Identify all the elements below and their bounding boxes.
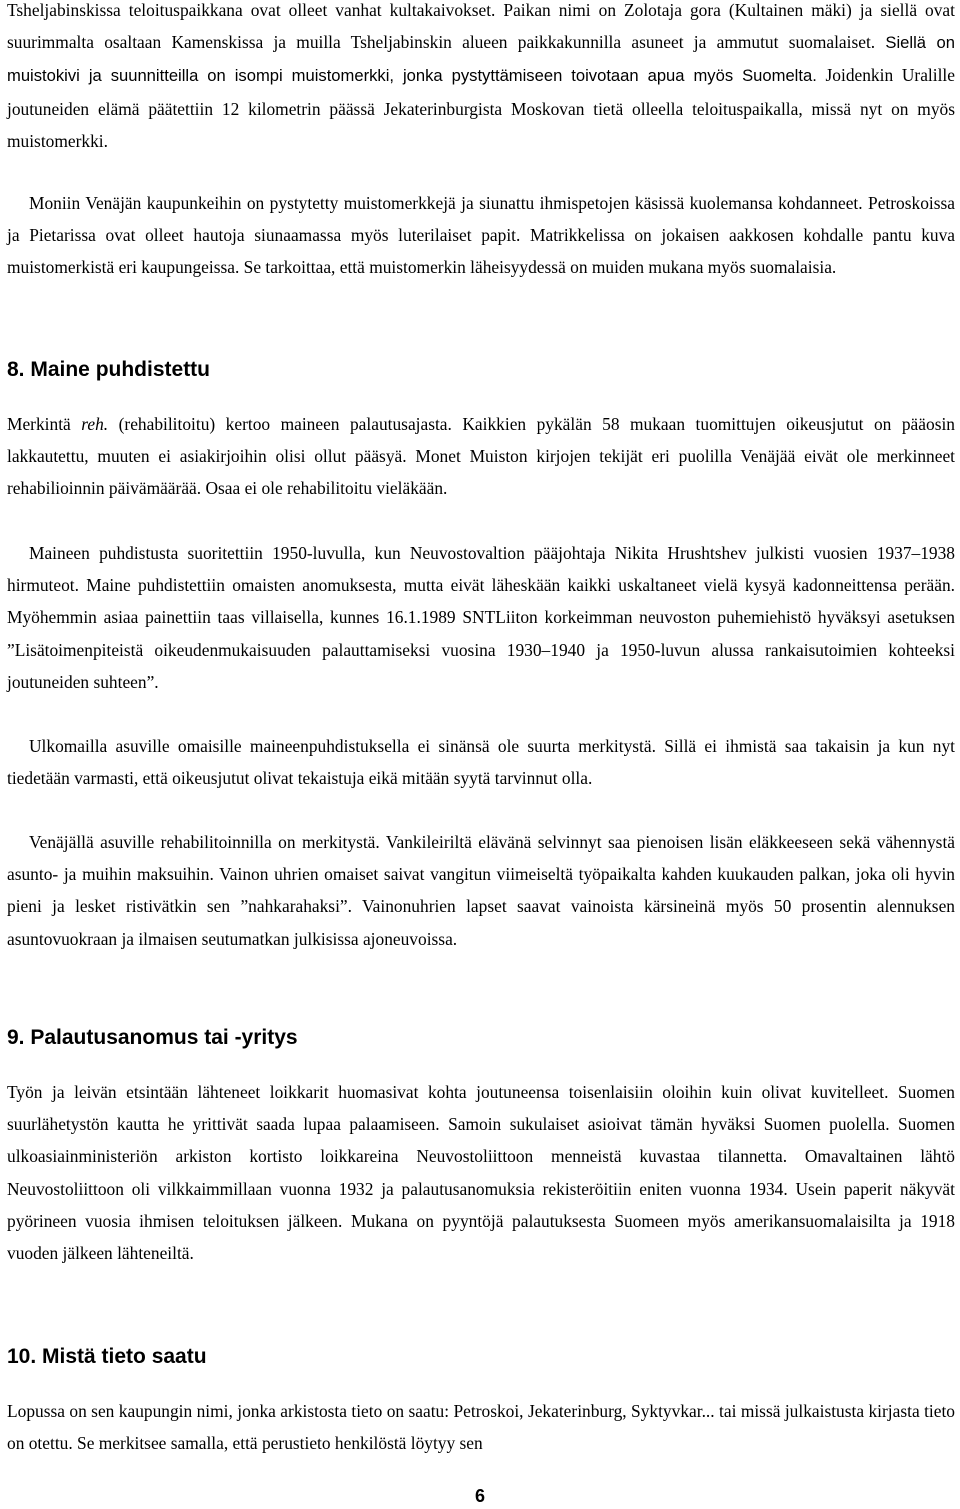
- section-8-p1-text-rest: (rehabilitoitu) kertoo maineen palautusajasta. Kaikkien pykälän 58 mukaan tuomittujen oikeusjutut on pääosin lakkautettu, muuten ei asiakirjoihin olisi ollut pääsyä. Monet Muiston kirjojen tekijät eri puolilla Venäjää eivät ole merkinneet rehabilioinnin päivämäärää. Osaa ei ole rehabilitoitu vieläkään.: [7, 414, 955, 499]
- section-8-paragraph-4: Venäjällä asuville rehabilitoinnilla on merkitystä. Vankileiriltä elävänä selvinnyt saa pienoisen lisän eläkkeeseen sekä vähennystä asunto- ja muihin maksuihin. Vainon uhrien omaiset saivat vangitun viimeiseltä työpaikalta kahden kuukauden palkan, joka oli hyvin pieni ja lesket ristivätkin sen ”nahkarahaksi”. Vainonuhrien lapset saavat vainoista kärsineinä myös 50 prosentin alennuksen asuntovuokraan ja ilmaisen seutumatkan julkisissa ajoneuvoissa.: [7, 832, 955, 949]
- section-8-p1-text: Merkintä: [7, 414, 82, 434]
- section-9-paragraph-1: Työn ja leivän etsintään lähteneet loikkarit huomasivat kohta joutuneensa toisenlaisiin oloihin kuin olivat kuvitelleet. Suomen suurlähetystön kautta he yrittivät saada lupaa palaamiseen. Samoin sukulaiset asioivat tämän hyväksi Suomen puolella. Suomen ulkoasiainministeriön arkiston kortisto loikkareina Neuvostoliittoon menneistä kuvastaa tilannetta. Omavaltainen lähtö Neuvostoliittoon oli vilkkaimmillaan vuonna 1932 ja palautusanomuksia rekisteröitiin eniten vuonna 1934. Usein paperit näkyvät pyörineen vuosia ihmisen teloituksen jälkeen. Mukana on pyyntöjä palautuksesta Suomeen myös amerikansuomalaisilta ja 1918 vuoden jälkeen lähteneiltä.: [7, 1082, 955, 1264]
- continuation-serif-text: Tsheljabinskissa teloituspaikkana ovat olleet vanhat kultakaivokset. Paikan nimi on Zolotaja gora (Kultainen mäki) ja siellä ovat suurimmalta osaltaan Kamenskissa ja muilla Tsheljabinskin alueen paikkakunnilla asuneet ja ammutut suomalaiset.: [7, 0, 955, 53]
- section-8-p1-italic: reh.: [81, 414, 109, 434]
- section-8-paragraph-1: [7, 408, 955, 505]
- section-10-heading: 10. Mistä tieto saatu: [7, 1345, 207, 1368]
- continuation-rest-text: Joidenkin Uralille joutuneiden elämä päätettiin 12 kilometrin päässä Jekaterinburgista Moskovan tietä olleella teloituspaikalla, missä nyt on myös muistomerkki.: [7, 65, 955, 151]
- section-8-paragraph-2: Maineen puhdistusta suoritettiin 1950-luvulla, kun Neuvostovaltion pääjohtaja Nikita Hrushtshev julkisti vuosien 1937–1938 hirmuteot. Maine puhdistettiin omaisten anomuksesta, mutta eivät läheskään kaikki uskaltaneet vielä kysyä kadonneittensa perään. Myöhemmin asiaa painettiin taas villaisella, kunnes 16.1.1989 SNTLiiton korkeimman neuvoston puhemiehistö hyväksyi asetuksen ”Lisätoimenpiteistä oikeudenmukaisuuden palauttamiseksi vuosina 1930–1940 ja 1950-luvun alussa rankaisutoimien kohteeksi joutuneiden suhteen”.: [7, 543, 955, 692]
- page-number: 6: [474, 1486, 485, 1506]
- section-8-heading: 8. Maine puhdistettu: [7, 358, 211, 381]
- continuation-sans-text: Siellä on muistokivi ja suunnitteilla on isompi muistomerkki, jonka pystyttämiseen toivotaan apua myös Suomelta.: [7, 33, 955, 86]
- paragraph-memorials: Moniin Venäjän kaupunkeihin on pystytetty muistomerkkejä ja siunattu ihmispetojen käsissä kuolemansa kohdanneet. Petroskoissa ja Pietarissa ovat olleet hautoja siunaamassa myös luterilaiset papit. Matrikkelissa on jokaisen aakkosen kohdalle pantu kuva muistomerkistä eri kaupungeissa. Se tarkoittaa, että muistomerkin läheisyydessä on muiden mukana myös suomalaisia.: [7, 193, 955, 278]
- section-10-paragraph-1: Lopussa on sen kaupungin nimi, jonka arkistosta tieto on saatu: Petroskoi, Jekaterinburg, Syktyvkar... tai missä julkaistusta kirjasta tieto on otettu. Se merkitsee samalla, että perustieto henkilöstä löytyy sen: [7, 1401, 955, 1454]
- section-8-paragraph-3: Ulkomailla asuville omaisille maineenpuhdistuksella ei sinänsä ole suurta merkitystä. Sillä ei ihmistä saa takaisin ja kun nyt tiedetään varmasti, että oikeusjutut olivat tekaistuja eikä mitään syytä tarvinnut olla.: [7, 736, 955, 789]
- section-9-heading: 9. Palautusanomus tai -yritys: [7, 1026, 298, 1049]
- paragraph-continuation: [7, 0, 955, 157]
